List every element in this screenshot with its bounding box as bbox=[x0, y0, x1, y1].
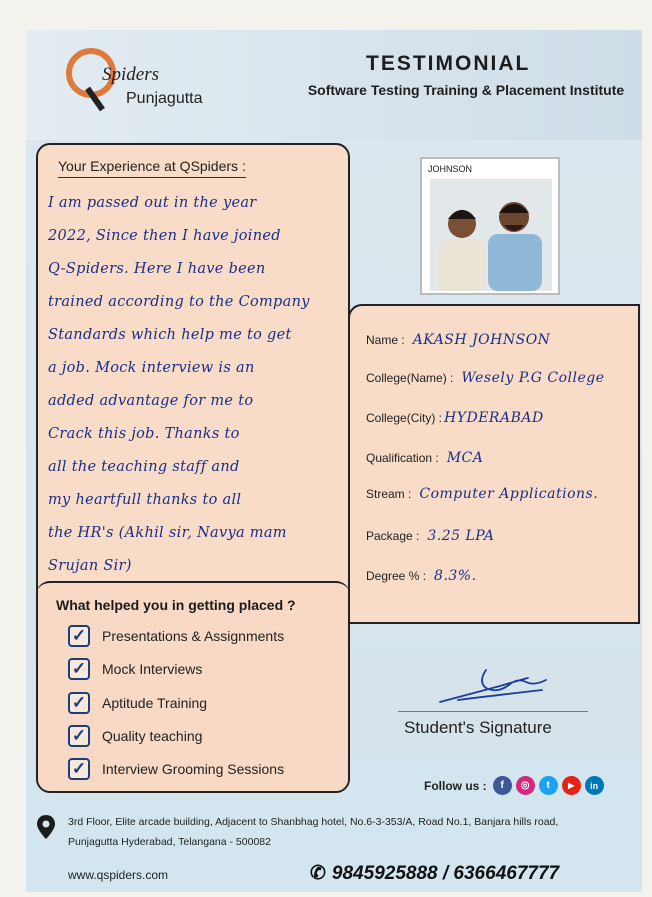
experience-line: added advantage for me to bbox=[48, 393, 254, 409]
student-photo-frame bbox=[420, 157, 560, 295]
experience-line: I am passed out in the year bbox=[48, 195, 257, 211]
experience-line: 2022, Since then I have joined bbox=[48, 228, 281, 244]
factor-label: Presentations & Assignments bbox=[102, 628, 285, 644]
detail-college-city bbox=[366, 410, 544, 434]
experience-line: the HR's (Akhil sir, Navya mam bbox=[48, 525, 287, 541]
experience-line: Standards which help me to get bbox=[48, 327, 292, 343]
factor-label: Aptitude Training bbox=[102, 695, 208, 711]
student-details-card bbox=[348, 304, 640, 624]
detail-stream bbox=[366, 486, 598, 510]
checkbox-checked[interactable]: ✓ bbox=[68, 658, 90, 680]
signature-mark bbox=[430, 660, 560, 710]
experience-line: a job. Mock interview is an bbox=[48, 360, 255, 376]
header-band bbox=[26, 30, 642, 140]
detail-value: 8.3%. bbox=[434, 568, 477, 584]
experience-text bbox=[48, 195, 344, 591]
detail-key: Qualification : bbox=[366, 451, 439, 465]
detail-package bbox=[366, 528, 495, 552]
detail-qualification bbox=[366, 450, 483, 474]
factor-item bbox=[68, 756, 284, 782]
detail-value: MCA bbox=[446, 450, 484, 466]
phone-text: 9845925888 / 6366467777 bbox=[331, 863, 560, 884]
student-photo bbox=[430, 179, 552, 291]
experience-line: my heartfull thanks to all bbox=[48, 492, 242, 508]
phone-icon: ✆ bbox=[310, 863, 326, 884]
detail-college-name bbox=[366, 370, 605, 394]
instagram-icon[interactable]: ◎ bbox=[516, 776, 535, 795]
facebook-icon[interactable]: f bbox=[493, 776, 512, 795]
factor-label: Mock Interviews bbox=[102, 661, 203, 677]
linkedin-icon[interactable]: in bbox=[585, 776, 604, 795]
website-link[interactable]: www.qspiders.com bbox=[68, 868, 169, 882]
experience-line: Crack this job. Thanks to bbox=[48, 426, 240, 442]
address-line: Punjagutta Hyderabad, Telangana - 500082 bbox=[68, 836, 271, 848]
placement-factors-box bbox=[36, 581, 350, 793]
qspiders-logo bbox=[66, 48, 246, 118]
address-line: 3rd Floor, Elite arcade building, Adjacent to Shanbhag hotel, No.6-3-353/A, Road No.1, Banjara hills road, bbox=[68, 816, 559, 828]
signature-line bbox=[398, 711, 588, 712]
detail-value: Wesely P.G College bbox=[461, 370, 605, 386]
detail-value: HYDERABAD bbox=[444, 410, 544, 426]
experience-label: Your Experience at QSpiders : bbox=[58, 158, 246, 178]
experience-card bbox=[36, 143, 350, 793]
follow-us bbox=[424, 776, 608, 795]
detail-value: AKASH JOHNSON bbox=[412, 332, 551, 348]
detail-key: College(City) : bbox=[366, 411, 443, 425]
page-title: TESTIMONIAL bbox=[366, 52, 531, 75]
logo-location: Punjagutta bbox=[126, 90, 203, 107]
detail-key: Degree % : bbox=[366, 569, 427, 583]
photo-label: JOHNSON bbox=[428, 164, 473, 174]
detail-value: 3.25 LPA bbox=[427, 528, 495, 544]
checkbox-checked[interactable]: ✓ bbox=[68, 725, 90, 747]
location-pin-icon bbox=[36, 814, 56, 840]
placement-factors-title: What helped you in getting placed ? bbox=[56, 597, 296, 613]
checkbox-checked[interactable]: ✓ bbox=[68, 692, 90, 714]
experience-line: trained according to the Company bbox=[48, 294, 310, 310]
detail-key: College(Name) : bbox=[366, 371, 454, 385]
factor-item bbox=[68, 656, 202, 682]
checkbox-checked[interactable]: ✓ bbox=[68, 625, 90, 647]
detail-key: Name : bbox=[366, 333, 405, 347]
factor-label: Quality teaching bbox=[102, 728, 203, 744]
detail-value: Computer Applications. bbox=[419, 486, 599, 502]
factor-item bbox=[68, 690, 207, 716]
detail-key: Stream : bbox=[366, 487, 412, 501]
address bbox=[68, 812, 628, 852]
detail-key: Package : bbox=[366, 529, 420, 543]
checkbox-checked[interactable]: ✓ bbox=[68, 758, 90, 780]
youtube-icon[interactable]: ▶ bbox=[562, 776, 581, 795]
experience-line: Q-Spiders. Here I have been bbox=[48, 261, 266, 277]
factor-label: Interview Grooming Sessions bbox=[102, 761, 285, 777]
factor-item bbox=[68, 623, 284, 649]
factor-item bbox=[68, 723, 202, 749]
phone-numbers bbox=[310, 862, 559, 885]
follow-label: Follow us : bbox=[424, 778, 487, 793]
signature-label: Student's Signature bbox=[404, 718, 552, 737]
experience-line: Srujan Sir) bbox=[48, 558, 132, 574]
detail-name bbox=[366, 332, 550, 356]
logo-name: Spiders bbox=[102, 64, 159, 85]
twitter-icon[interactable]: t bbox=[539, 776, 558, 795]
detail-degree bbox=[366, 568, 477, 592]
page-subtitle: Software Testing Training & Placement Institute bbox=[307, 82, 625, 98]
experience-line: all the teaching staff and bbox=[48, 459, 240, 475]
